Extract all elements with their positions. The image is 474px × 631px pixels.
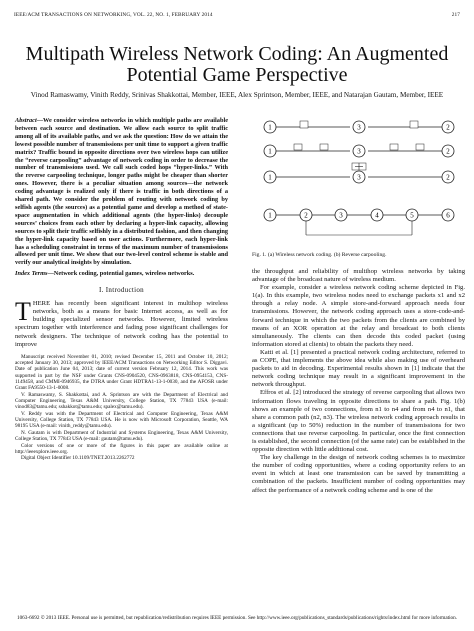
footnote: N. Gautam is with Department of Industrial and Systems Engineering, Texas A&M University, College Station, TX 77843 USA (e-mail: gautam@tamu.edu).	[15, 429, 228, 443]
footnote: Manuscript received November 01, 2010; revised December 15, 2011 and October 10, 2012; accepted January 30, 2013; approved by IEEE/ACM Transactions on Networking Editor S. Diggavi. Date of publication June 04, 2013; date of current version February 12, 2014. This work was supported in part by the NSF under Grants CNS-0904520, CNS-0963818, CNS-0954153, CNS-1149458, and CMMI-0946935, the DTRA under Grant HDTRA1-13-1-0030, and the AFOSR under Grant FA9550-13-1-0008.	[15, 353, 228, 392]
figure-1	[252, 117, 465, 249]
packet-box	[410, 121, 418, 128]
figure-diagram	[252, 117, 465, 249]
packet-box	[320, 144, 328, 150]
page-number: 217	[451, 12, 460, 18]
paragraph: Katti et al. [1] presented a practical network coding architecture, referred to as COPE, that implements the above idea while also making use of overheard packets to aid in decoding. Experimental results shown in [1] indicate that the network coding technique may result in a significant improvement in the network throughput.	[252, 348, 465, 389]
node-label: 2	[446, 147, 450, 156]
index-terms-lead: Index Terms	[15, 270, 48, 278]
drop-cap: T	[15, 297, 31, 327]
node-label: 1	[268, 123, 272, 132]
paragraph: the throughput and reliability of multihop wireless networks by taking advantage of the broadcast nature of wireless medium.	[252, 268, 465, 284]
node-label: 6	[446, 211, 450, 220]
footnote: V. Ramaswamy, S. Shakkottai, and A. Sprintson are with the Department of Electrical and Computer Engineering, Texas A&M University, College Station, TX 77843 USA (e-mail: vinod83@tamu.edu; sshakkot@tamu.edu; spalex@tamu.edu).	[15, 391, 228, 411]
fig-a-row1	[264, 121, 454, 133]
packet-box	[416, 144, 424, 150]
figure-caption: Fig. 1. (a) Wireless network coding. (b) Reverse carpooling.	[252, 252, 387, 258]
section-heading: I. Introduction	[99, 286, 144, 295]
paragraph: The key challenge in the design of network coding schemes is to maximize the number of coding opportunities, where a coding opportunity refers to an event in which at least one transmission can be saved by transmitting a combination of the packets. Insufficient number of coding opportunities may affect the performance of a network coding scheme and is one of the	[252, 454, 465, 494]
intro-paragraph	[15, 297, 228, 349]
fig-b-row	[264, 209, 454, 235]
index-terms	[15, 270, 228, 278]
node-label: 3	[339, 211, 343, 220]
fig-a-row2	[264, 144, 454, 157]
footnotes	[15, 354, 228, 462]
right-column	[252, 117, 465, 495]
running-head	[14, 12, 460, 20]
packet-box	[294, 144, 302, 150]
left-column	[15, 117, 228, 462]
packet-box	[300, 121, 308, 128]
footnote: Digital Object Identifier 10.1109/TNET.2013.2262772	[21, 455, 135, 462]
node-label: 4	[375, 211, 379, 220]
node-label: 3	[357, 123, 361, 132]
node-label: 3	[357, 173, 361, 182]
node-label: 5	[410, 211, 414, 220]
paragraph: Effros et al. [2] introduced the strategy of reverse carpooling that allows two information flows traveling in opposite directions to share a path. Fig. 1(b) shows an example of two connections, from n1 to n4 and from n4 to n1, that share a common path (n2, n3). The wireless network coding approach results in a significant (up to 50%) reduction in the number of transmissions for two connections that use reverse carpooling. In particular, once the first connection is established, the second connection (of the same rate) can be established in the opposite direction with little additional cost.	[252, 389, 465, 454]
node-label: 1	[268, 173, 272, 182]
abstract-lead: Abstract	[15, 117, 37, 124]
node-label: 3	[357, 147, 361, 156]
node-label: 2	[304, 211, 308, 220]
right-body	[252, 268, 465, 495]
abstract	[15, 117, 228, 267]
intro-text: HERE has recently been significant interest in multihop wireless networks, both as a means for basic Internet access, as well as for building specialized sensor networks. However, limited wireless spectrum together with interference and fading pose significant challenges for network designers. The technique of network coding has the potential to improve	[15, 300, 228, 348]
paragraph: For example, consider a wireless network coding scheme depicted in Fig. 1(a). In this example, two wireless nodes need to exchange packets x1 and x2 through a relay node. A simple store-and-forward approach needs four transmissions. However, the network coding approach uses a store-code-and-forward technique in which the two packets from the clients are combined by means of an XOR operation at the relay and broadcast to both clients simultaneously. The clients can then decode this coded packet (using information stored at clients) to obtain the packets they need.	[252, 284, 465, 348]
index-terms-text: —Network coding, potential games, wireless networks.	[47, 270, 195, 278]
fig-a-row3	[264, 163, 454, 183]
author-list: Vinod Ramaswamy, Vinith Reddy, Srinivas Shakkottai, Member, IEEE, Alex Sprintson, Member, IEEE, and Natarajan Gautam, Member, IEEE	[30, 91, 444, 99]
footnote: Color versions of one or more of the figures in this paper are available online at http://ieeexplore.ieee.org.	[15, 442, 228, 455]
abstract-text: —We consider wireless networks in which multiple paths are available between each source and destination. We allow each source to split traffic among all of its available paths, and we ask the question: How do we attain the lowest possible number of transmissions per unit time to support a given traffic matrix? Traffic bound in opposite directions over two wireless hops can utilize the “reverse carpooling” advantage of network coding in order to decrease the number of transmissions used. We call such coded hops “hyper-links.” With the reverse carpooling technique, longer paths might be cheaper than shorter ones. However, there is a peculiar situation among sources—the network coding advantage is realized only if there is traffic in both directions of a shared path. We consider the problem of routing with network coding by selfish agents (the sources) as a potential game and develop a method of state-space augmentation in which additional agents (the hyper-links) decouple sources’ choices from each other by declaring a hyper-link capacity, allowing sources to split their traffic selfishly in a distributed fashion, and then changing the hyper-link capacity based on user actions. Furthermore, each hyper-link has a scheduling constraint in terms of the maximum number of transmissions allowed per unit time. We show that our two-level control scheme is stable and verify our analytical insights by simulation.	[15, 117, 228, 267]
footnote: V. Reddy was with the Department of Electrical and Computer Engineering, Texas A&M University, College Station, TX 77843 USA. He is now with Microsoft Corporation, Seattle, WA 98195 USA (e-mail: vinith_reddy@tamu.edu).	[15, 410, 228, 430]
packet-box	[390, 144, 398, 150]
node-label: 2	[446, 173, 450, 182]
node-label: 1	[268, 147, 272, 156]
journal-name: IEEE/ACM TRANSACTIONS ON NETWORKING, VOL. 22, NO. 1, FEBRUARY 2014	[14, 12, 213, 18]
node-label: 2	[446, 123, 450, 132]
paper-title: Multipath Wireless Network Coding: An Augmented Potential Game Perspective	[25, 43, 449, 86]
copyright-footer: 1063-6692 © 2013 IEEE. Personal use is permitted, but republication/redistribution requires IEEE permission. See http://www.ieee.org/publications_standards/publications/rights/index.html for more information.	[16, 614, 458, 621]
node-label: 1	[268, 211, 272, 220]
